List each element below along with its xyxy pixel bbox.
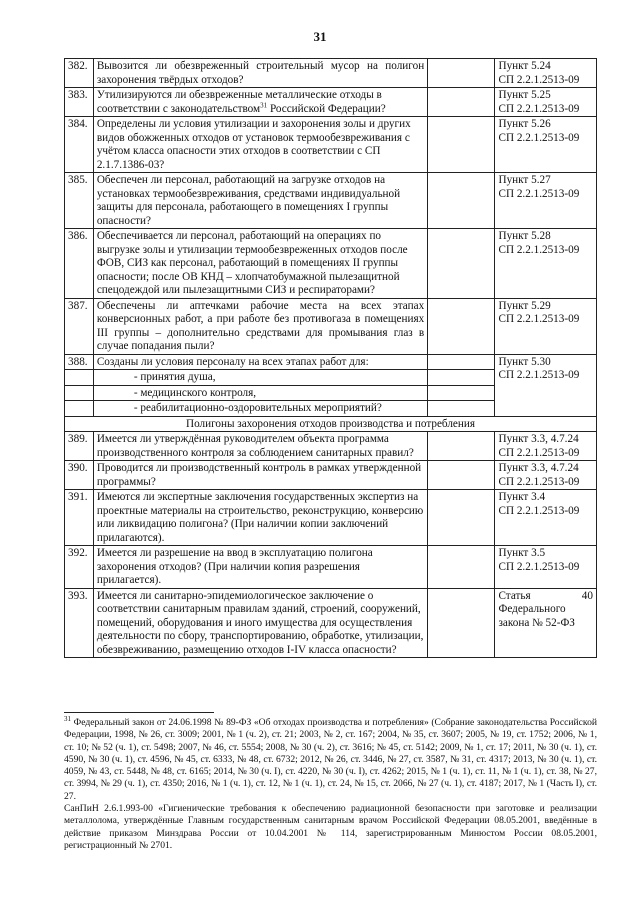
question-cell (93, 588, 427, 658)
row-number: 382. (65, 59, 94, 88)
question-cell (93, 461, 427, 490)
footnote-body: Федеральный закон от 24.06.1998 № 89-ФЗ «Об отходах производства и потребления» (Собрание законодательства Российской Федерации, 1998, № 26, ст. 3009; 2001, № 1 (ч. 2), ст. 21; 2003, № 2, ст. 167; 2004, № 35, ст. 3607; 2005, № 19, ст. 1752; 2006, № 1, ст. 10; № 52 (ч. 1), ст. 5498; 2007, № 46, ст. 5554; 2008, № 30 (ч. 2), ст. 3616; № 45, ст. 5142; 2009, № 1, ст. 17; 2011, № 30 (ч. 1), ст. 4590, № 30 (ч. 1), ст. 4596, № 45, ст. 6333, № 48, ст. 6732; 2012, № 26, ст. 3446, № 27, ст. 3587, № 31, ст. 4317; 2013, № 30 (ч. 1), ст. 4059, № 43, ст. 5448, № 48, ст. 6165; 2014, № 30 (ч. I), ст. 4220, № 30 (ч. I), ст. 4262; 2015, № 1 (ч. 1), ст. 11, № 1 (ч. 1), ст. 38, № 27, ст. 3994, № 29 (ч. 1), ст. 4350; 2016, № 1 (ч. 1), ст. 12, № 1 (ч. 1), ст. 24, № 15, ст. 2066, № 27 (ч. 1), ст. 4187; 2017, № 1 (Часть I), ст. 27. (64, 717, 597, 802)
question-cell (93, 490, 427, 546)
reference-cell (495, 354, 597, 416)
row-number: 389. (65, 432, 94, 461)
question-cell (93, 298, 427, 354)
question-text: Обеспечены ли аптечками рабочие места на всех этапах конверсионных работ, а при работе без противогаза в помещениях III группы – дополнительно средствами для промывания глаз в случае попадания пыли? (96, 299, 425, 352)
reference-line-2: СП 2.2.1.2513-09 (498, 102, 580, 115)
question-cell (93, 354, 427, 370)
reference-cell (495, 59, 597, 88)
table-row (65, 490, 597, 546)
footnote-reference[interactable]: 31 (260, 100, 268, 109)
table-row (65, 546, 597, 589)
answer-cell[interactable] (428, 229, 495, 299)
reference-cell (495, 588, 597, 658)
reference-cell (495, 229, 597, 299)
reference-cell (495, 546, 597, 589)
question-cell (93, 432, 427, 461)
table-row (65, 432, 597, 461)
answer-cell[interactable] (428, 298, 495, 354)
answer-cell[interactable] (428, 432, 495, 461)
sub-item-text: - реабилитационно-оздоровительных мероприятий? (93, 401, 427, 417)
reference-line-1: Пункт 3.5 (498, 547, 546, 559)
section-header-row (65, 416, 597, 432)
reference-line-2: СП 2.2.1.2513-09 (498, 131, 580, 144)
answer-cell[interactable] (428, 588, 495, 658)
table-row (65, 229, 597, 299)
question-text: Обеспечивается ли персонал, работающий на операциях по выгрузке золы и утилизации термообезвреженных отходов после ФОВ, СИЗ как персонал, работающий в помещениях II группы опасности; после ОВ КНД – хлопчатобумажной пылезащитной спецодеждой или пылезащитными СИЗ и респираторами? (96, 230, 408, 296)
reference-line-1: Статья 40 Федерального закона № 52-ФЗ (498, 589, 593, 629)
row-number: 393. (65, 588, 94, 658)
table-row (65, 173, 597, 229)
row-number-empty (65, 385, 94, 401)
reference-line-1: Пункт 5.30 (498, 355, 551, 368)
reference-line-2: СП 2.2.1.2513-09 (498, 446, 580, 459)
reference-cell (495, 88, 597, 117)
question-cell (93, 88, 427, 117)
reference-cell (495, 432, 597, 461)
answer-cell[interactable] (428, 354, 495, 370)
checklist-table (64, 58, 597, 658)
row-number: 387. (65, 298, 94, 354)
table-row (65, 588, 597, 658)
question-text: Обеспечен ли персонал, работающий на загрузке отходов на установках термообезвреживания, средствами индивидуальной защиты для персонала, работающего в помещениях I группы опасности? (96, 174, 401, 227)
reference-line-1: Пункт 5.27 (498, 174, 551, 186)
table-row (65, 59, 597, 88)
section-title: Полигоны захоронения отходов производства и потребления (65, 416, 597, 432)
sub-item-text: - медицинского контроля, (93, 385, 427, 401)
row-number: 392. (65, 546, 94, 589)
question-cell (93, 229, 427, 299)
reference-cell (495, 461, 597, 490)
reference-line-2: СП 2.2.1.2513-09 (498, 73, 580, 86)
question-cell (93, 117, 427, 173)
footnote-text-continued: СанПиН 2.6.1.993-00 «Гигиенические требования к обеспечению радиационной безопасности при заготовке и реализации металлолома, утверждённые Главным государственным санитарным врачом Российской Федерации 08.05.2001, введённые в действие приказом Минздрава России от 10.04.2001 № 114, зарегистрированным Минюстом России 08.05.2001, регистрационный № 2701. (64, 803, 597, 851)
footnotes (64, 714, 597, 852)
reference-cell (495, 490, 597, 546)
question-text: Проводится ли производственный контроль в рамках утвержденной программы? (96, 462, 422, 488)
question-text: Утилизируются ли обезвреженные металлические отходы в соответствии с законодательством (96, 89, 382, 115)
question-cell (93, 173, 427, 229)
table-row (65, 298, 597, 354)
question-text: Имеются ли экспертные заключения государственных экспертиз на проектные материалы на строительство, реконструкцию, конверсию или ликвидацию полигона? (При наличии копии заключений прилагаются). (96, 491, 424, 544)
answer-cell[interactable] (428, 385, 495, 401)
answer-cell[interactable] (428, 173, 495, 229)
sub-item-text: - принятия душа, (93, 370, 427, 386)
row-number-empty (65, 401, 94, 417)
row-number: 384. (65, 117, 94, 173)
row-number: 383. (65, 88, 94, 117)
reference-line-1: Пункт 3.3, 4.7.24 (498, 433, 579, 445)
question-cell (93, 59, 427, 88)
question-text: Определены ли условия утилизации и захоронения золы и других видов обожженных отходов от установок термообезвреживания с учётом класса опасности этих отходов в соответствии с СП 2.1.7.1386-03? (96, 118, 411, 171)
reference-cell (495, 117, 597, 173)
reference-cell (495, 173, 597, 229)
question-text: Имеется ли разрешение на ввод в эксплуатацию полигона захоронения отходов? (При наличии копия разрешения прилагается). (96, 547, 373, 586)
table-row (65, 354, 597, 370)
answer-cell[interactable] (428, 461, 495, 490)
reference-line-1: Пункт 5.28 (498, 230, 551, 242)
reference-line-2: СП 2.2.1.2513-09 (498, 475, 580, 488)
question-cell (93, 546, 427, 589)
reference-line-1: Пункт 5.29 (498, 299, 551, 312)
answer-cell[interactable] (428, 490, 495, 546)
reference-line-1: Пункт 5.26 (498, 118, 551, 130)
reference-line-2: СП 2.2.1.2513-09 (498, 560, 580, 573)
row-number: 388. (65, 354, 94, 370)
reference-line-2: СП 2.2.1.2513-09 (498, 504, 580, 517)
answer-cell[interactable] (428, 88, 495, 117)
row-number: 390. (65, 461, 94, 490)
row-number: 386. (65, 229, 94, 299)
reference-line-2: СП 2.2.1.2513-09 (498, 369, 580, 381)
question-text: Имеется ли утверждённая руководителем объекта программа производственного контроля за соблюдением санитарных правил? (96, 433, 414, 459)
page-number: 31 (313, 29, 327, 44)
answer-cell[interactable] (428, 59, 495, 88)
reference-line-2: СП 2.2.1.2513-09 (498, 313, 580, 325)
footnote-divider (64, 712, 214, 713)
answer-cell[interactable] (428, 117, 495, 173)
reference-line-1: Пункт 3.4 (498, 491, 546, 503)
row-number: 385. (65, 173, 94, 229)
answer-cell[interactable] (428, 370, 495, 386)
row-number: 391. (65, 490, 94, 546)
footnote-text (64, 714, 597, 803)
reference-line-1: Пункт 5.24 (498, 60, 551, 72)
reference-cell (495, 298, 597, 354)
reference-line-2: СП 2.2.1.2513-09 (498, 243, 580, 256)
reference-line-1: Пункт 3.3, 4.7.24 (498, 462, 579, 474)
question-text: Имеется ли санитарно-эпидемиологическое заключение о соответствии санитарным правилам зданий, строений, сооружений, помещений, оборудования и иного имущества для осуществления деятельности по сбору, транспортированию, обработке, утилизации, обезвреживанию, размещению отходов I-IV класса опасности? (96, 589, 424, 656)
table-row (65, 88, 597, 117)
reference-line-1: Пункт 5.25 (498, 89, 551, 101)
table-row (65, 461, 597, 490)
question-text: Созданы ли условия персоналу на всех этапах работ для: (96, 355, 369, 368)
question-text-continued: Российской Федерации? (267, 102, 386, 115)
row-number-empty (65, 370, 94, 386)
question-text: Вывозится ли обезвреженный строительный мусор на полигон захоронения твёрдых отходов? (96, 60, 425, 86)
answer-cell[interactable] (428, 546, 495, 589)
answer-cell[interactable] (428, 401, 495, 417)
reference-line-2: СП 2.2.1.2513-09 (498, 187, 580, 200)
table-row (65, 117, 597, 173)
footnote-mark: 31 (64, 714, 71, 723)
